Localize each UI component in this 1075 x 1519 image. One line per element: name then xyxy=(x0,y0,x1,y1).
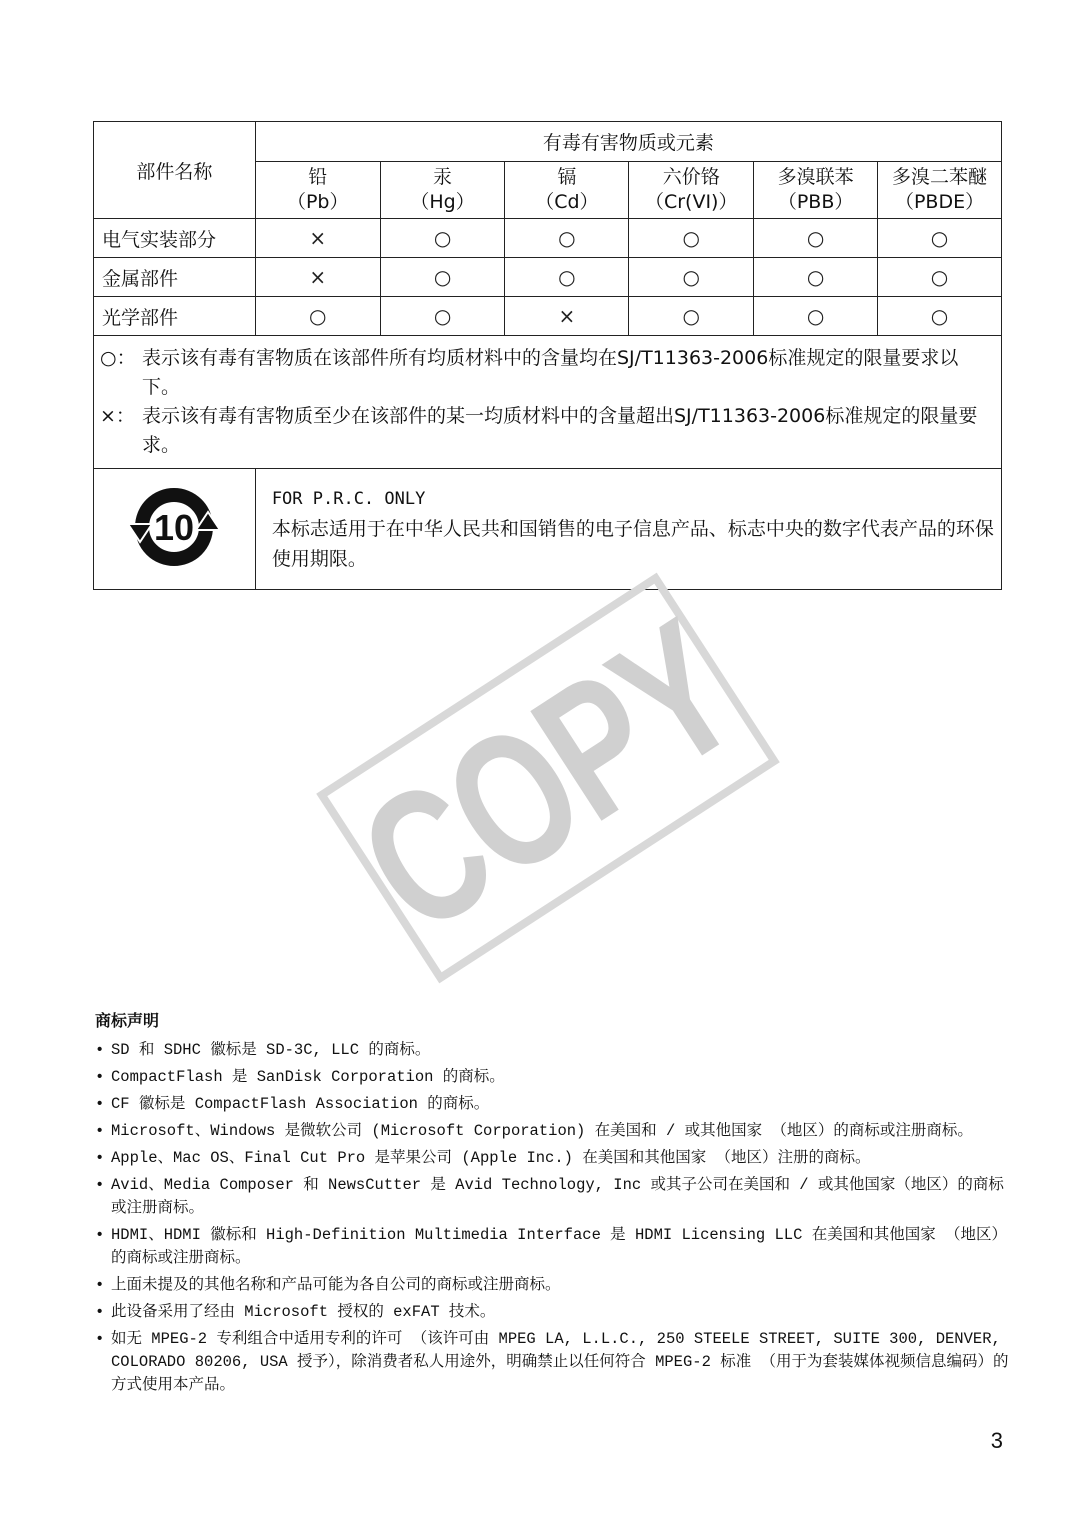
substance-name: 多溴联苯 xyxy=(777,166,854,188)
substance-symbol: （Cd） xyxy=(535,191,599,213)
substance-name: 汞 xyxy=(433,166,453,188)
trademark-item: • CompactFlash 是 SanDisk Corporation 的商标。 xyxy=(95,1066,1010,1089)
trademark-item: • Avid、Media Composer 和 NewsCutter 是 Avid Technology, Inc 或其子公司在美国和 / 或其他国家（地区）的商标或注册商标。 xyxy=(95,1174,1010,1220)
trademark-section xyxy=(95,1008,1010,1401)
epup-logo-cell xyxy=(94,469,256,590)
column-header xyxy=(629,162,754,219)
trademark-item: • CF 徽标是 CompactFlash Association 的商标。 xyxy=(95,1093,1010,1116)
substance-status: ○ xyxy=(505,258,629,297)
column-header xyxy=(754,162,878,219)
part-name: 光学部件 xyxy=(94,297,256,336)
substance-status: × xyxy=(255,219,380,258)
table-row xyxy=(94,219,1002,258)
prc-title: FOR P.R.C. ONLY xyxy=(271,489,426,509)
substance-status: ○ xyxy=(878,297,1002,336)
trademark-item: • Microsoft、Windows 是微软公司 (Microsoft Corporation) 在美国和 / 或其他国家 （地区）的商标或注册商标。 xyxy=(95,1120,1010,1143)
substance-status: ○ xyxy=(380,258,505,297)
substance-status: ○ xyxy=(629,258,754,297)
substance-status: ○ xyxy=(878,219,1002,258)
table-row xyxy=(94,258,1002,297)
part-name: 电气实装部分 xyxy=(94,219,256,258)
note-circle: ○： 表示该有毒有害物质在该部件所有均质材料中的含量均在SJ/T11363-2006标准规定的限量要求以下。 xyxy=(100,347,959,398)
table-row xyxy=(94,297,1002,336)
trademark-item: • 如无 MPEG-2 专利组合中适用专利的许可 （该许可由 MPEG LA, L.L.C., 250 STEELE STREET, SUITE 300, DENVER, COLORADO 80206, USA 授予），除消费者私人用途外，明确禁止以任何符合 MPEG-2 标准 （用于为套装媒体视频信息编码）的方式使用本产品。 xyxy=(95,1328,1010,1397)
substance-status: × xyxy=(255,258,380,297)
substance-name: 铅 xyxy=(308,166,328,188)
substance-status: ○ xyxy=(380,219,505,258)
substance-status: ○ xyxy=(629,297,754,336)
substance-status: ○ xyxy=(380,297,505,336)
column-header xyxy=(255,162,380,219)
part-name-header: 部件名称 xyxy=(94,122,256,219)
environmental-protection-use-period-10-icon xyxy=(126,484,222,570)
substance-symbol: （Pb） xyxy=(286,191,349,213)
note-cross: ×： 表示该有毒有害物质至少在该部件的某一均质材料中的含量超出SJ/T11363-2006标准规定的限量要求。 xyxy=(100,405,978,456)
copy-watermark: COPY xyxy=(316,573,780,984)
substance-symbol: （PBB） xyxy=(777,191,854,213)
substance-name: 镉 xyxy=(557,166,577,188)
substance-status: ○ xyxy=(629,219,754,258)
trademark-list xyxy=(95,1039,1010,1397)
substance-name: 六价铬 xyxy=(662,166,720,188)
substance-name: 多溴二苯醚 xyxy=(892,166,988,188)
svg-text:10: 10 xyxy=(154,506,195,548)
prc-statement xyxy=(255,469,1001,590)
trademark-item: • SD 和 SDHC 徽标是 SD-3C, LLC 的商标。 xyxy=(95,1039,1010,1062)
substance-symbol: （Hg） xyxy=(410,191,475,213)
substance-symbol: （Cr(VI)） xyxy=(644,191,738,213)
prc-text: 本标志适用于在中华人民共和国销售的电子信息产品、标志中央的数字代表产品的环保使用期限。 xyxy=(271,518,994,570)
trademark-item: • HDMI、HDMI 徽标和 High-Definition Multimedia Interface 是 HDMI Licensing LLC 在美国和其他国家 （地区）的商标或注册商标。 xyxy=(95,1224,1010,1270)
column-header xyxy=(505,162,629,219)
substance-status: ○ xyxy=(505,219,629,258)
column-header xyxy=(380,162,505,219)
substance-status: ○ xyxy=(754,297,878,336)
page-number: 3 xyxy=(990,1428,1003,1453)
substance-status: ○ xyxy=(754,258,878,297)
substance-status: ○ xyxy=(878,258,1002,297)
substance-status: ○ xyxy=(255,297,380,336)
trademark-item: • Apple、Mac OS、Final Cut Pro 是苹果公司 (Apple Inc.) 在美国和其他国家 （地区）注册的商标。 xyxy=(95,1147,1010,1170)
substance-status: × xyxy=(505,297,629,336)
table-notes xyxy=(94,336,1002,469)
substance-status: ○ xyxy=(754,219,878,258)
substance-symbol: （PBDE） xyxy=(894,191,985,213)
hazardous-substances-table xyxy=(93,121,1002,590)
substance-header: 有毒有害物质或元素 xyxy=(255,122,1001,162)
trademark-item: • 上面未提及的其他名称和产品可能为各自公司的商标或注册商标。 xyxy=(95,1274,1010,1297)
column-header xyxy=(878,162,1002,219)
trademark-item: • 此设备采用了经由 Microsoft 授权的 exFAT 技术。 xyxy=(95,1301,1010,1324)
trademark-title: 商标声明 xyxy=(95,1011,160,1030)
part-name: 金属部件 xyxy=(94,258,256,297)
